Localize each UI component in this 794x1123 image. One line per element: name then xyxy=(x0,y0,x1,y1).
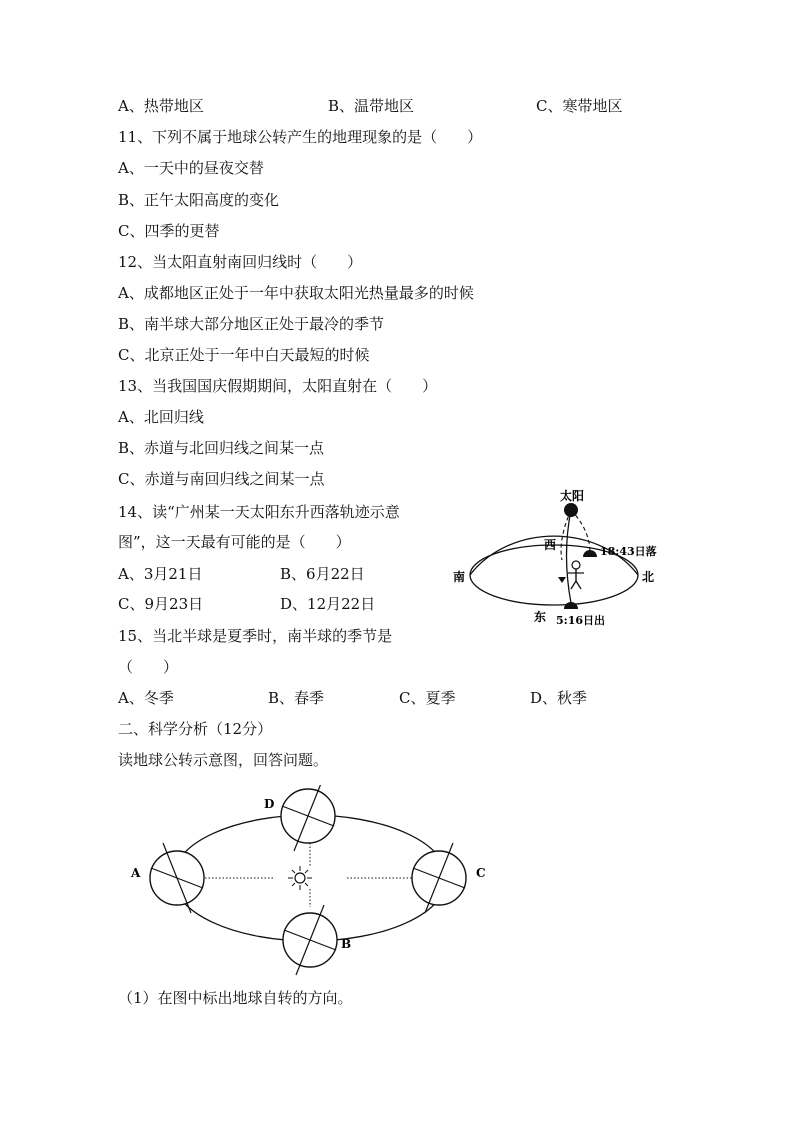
sun-path-diagram xyxy=(450,485,670,630)
q13-option-a: A、北回归线 xyxy=(118,408,204,426)
section2-intro: 读地球公转示意图，回答问题。 xyxy=(118,751,329,769)
orbit-label-d: D xyxy=(264,797,275,811)
q12-option-b: B、南半球大部分地区正处于最冷的季节 xyxy=(118,315,385,333)
sun-icon xyxy=(288,866,312,890)
earth-orbit-diagram xyxy=(125,785,495,980)
earth-a-icon xyxy=(150,843,204,913)
label-sunrise: 5:16日出 xyxy=(556,614,606,627)
q10-option-a: A、热带地区 xyxy=(118,97,204,115)
q15-stem: 15、当北半球是夏季时，南半球的季节是 xyxy=(118,627,393,645)
q15-option-c: C、夏季 xyxy=(399,689,456,707)
q11-option-a: A、一天中的昼夜交替 xyxy=(118,159,264,177)
q15-blank: （ ） xyxy=(118,658,179,676)
orbit-label-b: B xyxy=(341,937,352,951)
q10-option-c: C、寒带地区 xyxy=(536,97,623,115)
label-sunset: 18:43日落 xyxy=(600,545,657,558)
earth-b-icon xyxy=(283,905,337,975)
label-south: 南 xyxy=(453,570,466,584)
earth-c-icon xyxy=(412,843,466,913)
q12-stem: 12、当太阳直射南回归线时（ ） xyxy=(118,253,363,271)
earth-d-icon xyxy=(281,785,335,851)
section2-heading: 二、科学分析（12分） xyxy=(118,720,273,738)
label-north: 北 xyxy=(642,570,655,584)
q15-option-a: A、冬季 xyxy=(118,689,174,707)
sunrise-sun-icon xyxy=(564,602,578,609)
observer-figure-icon xyxy=(558,561,584,589)
orbit-label-c: C xyxy=(476,866,486,880)
label-east: 东 xyxy=(534,610,547,624)
q14-stem-line2: 图”，这一天最有可能的是（ ） xyxy=(118,533,351,551)
q15-option-b: B、春季 xyxy=(268,689,325,707)
q10-option-b: B、温带地区 xyxy=(328,97,415,115)
orbit-label-a: A xyxy=(131,866,141,880)
q15-option-d: D、秋季 xyxy=(530,689,588,707)
q14-stem-line1: 14、读“广州某一天太阳东升西落轨迹示意 xyxy=(118,503,400,521)
q14-option-a: A、3月21日 xyxy=(118,565,203,583)
q14-option-d: D、12月22日 xyxy=(280,595,376,613)
sun-path-line xyxy=(567,510,572,603)
label-west: 西 xyxy=(544,538,557,552)
sunset-sun-icon xyxy=(583,550,597,557)
q12-option-c: C、北京正处于一年中白天最短的时候 xyxy=(118,346,370,364)
q13-option-b: B、赤道与北回归线之间某一点 xyxy=(118,439,325,457)
q13-option-c: C、赤道与南回归线之间某一点 xyxy=(118,470,325,488)
label-sun: 太阳 xyxy=(560,489,585,503)
q11-option-b: B、正午太阳高度的变化 xyxy=(118,191,280,209)
q11-stem: 11、下列不属于地球公转产生的地理现象的是（ ） xyxy=(118,128,483,146)
q13-stem: 13、当我国国庆假期期间，太阳直射在（ ） xyxy=(118,377,438,395)
section2-sub1: （1）在图中标出地球自转的方向。 xyxy=(118,989,353,1007)
q11-option-c: C、四季的更替 xyxy=(118,222,220,240)
q12-option-a: A、成都地区正处于一年中获取太阳光热量最多的时候 xyxy=(118,284,474,302)
q14-option-b: B、6月22日 xyxy=(280,565,365,583)
q14-option-c: C、9月23日 xyxy=(118,595,204,613)
